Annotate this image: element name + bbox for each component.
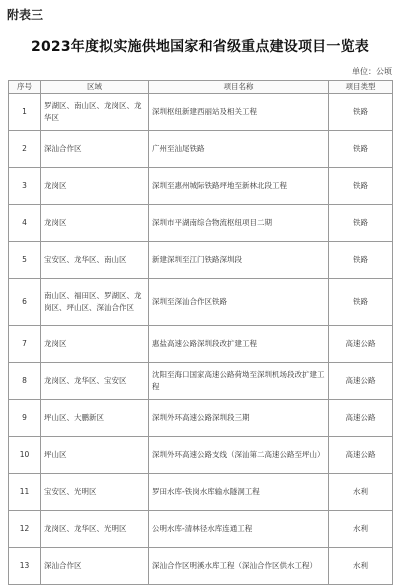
cell-type: 高速公路 — [329, 400, 393, 437]
cell-name: 广州至汕尾铁路 — [149, 131, 329, 168]
table-row — [9, 400, 393, 437]
cell-no: 9 — [9, 400, 41, 437]
cell-type: 高速公路 — [329, 363, 393, 400]
cell-no: 4 — [9, 205, 41, 242]
cell-area: 龙岗区 — [41, 205, 149, 242]
cell-type: 铁路 — [329, 94, 393, 131]
cell-type: 水利 — [329, 474, 393, 511]
table-row — [9, 279, 393, 326]
table-header-row — [9, 81, 393, 94]
cell-area: 坪山区、大鹏新区 — [41, 400, 149, 437]
table-row — [9, 131, 393, 168]
cell-type: 铁路 — [329, 242, 393, 279]
cell-no: 10 — [9, 437, 41, 474]
cell-type: 水利 — [329, 548, 393, 585]
table-row — [9, 205, 393, 242]
table-row — [9, 242, 393, 279]
header-area: 区域 — [41, 81, 149, 94]
cell-name: 新建深圳至江门铁路深圳段 — [149, 242, 329, 279]
cell-name: 惠盐高速公路深圳段改扩建工程 — [149, 326, 329, 363]
cell-no: 1 — [9, 94, 41, 131]
table-row — [9, 511, 393, 548]
cell-type: 水利 — [329, 511, 393, 548]
cell-no: 3 — [9, 168, 41, 205]
cell-no: 2 — [9, 131, 41, 168]
cell-name: 深圳市平湖南综合物流枢纽项目二期 — [149, 205, 329, 242]
cell-type: 铁路 — [329, 279, 393, 326]
table-row — [9, 437, 393, 474]
cell-no: 13 — [9, 548, 41, 585]
cell-name: 罗田水库-铁岗水库输水隧洞工程 — [149, 474, 329, 511]
table-row — [9, 168, 393, 205]
cell-name: 深汕合作区明溪水库工程（深汕合作区供水工程） — [149, 548, 329, 585]
cell-type: 铁路 — [329, 205, 393, 242]
header-name: 项目名称 — [149, 81, 329, 94]
cell-area: 南山区、福田区、罗湖区、龙岗区、坪山区、深汕合作区 — [41, 279, 149, 326]
cell-area: 深汕合作区 — [41, 548, 149, 585]
cell-no: 5 — [9, 242, 41, 279]
cell-type: 铁路 — [329, 168, 393, 205]
cell-no: 7 — [9, 326, 41, 363]
cell-name: 深圳枢纽新建西丽站及相关工程 — [149, 94, 329, 131]
cell-area: 宝安区、龙华区、南山区 — [41, 242, 149, 279]
page-title: 2023年度拟实施供地国家和省级重点建设项目一览表 — [31, 39, 369, 55]
cell-area: 宝安区、光明区 — [41, 474, 149, 511]
unit-label: 单位：公顷 — [352, 67, 392, 76]
cell-area: 龙岗区 — [41, 168, 149, 205]
cell-no: 12 — [9, 511, 41, 548]
cell-type: 铁路 — [329, 131, 393, 168]
cell-area: 龙岗区 — [41, 326, 149, 363]
header-no: 序号 — [9, 81, 41, 94]
table-row — [9, 548, 393, 585]
cell-type: 高速公路 — [329, 326, 393, 363]
cell-name: 沈阳至海口国家高速公路荷坳至深圳机场段改扩建工程 — [149, 363, 329, 400]
attachment-label: 附表三 — [7, 8, 44, 22]
cell-no: 6 — [9, 279, 41, 326]
cell-name: 深圳至深汕合作区铁路 — [149, 279, 329, 326]
cell-type: 高速公路 — [329, 437, 393, 474]
cell-name: 深圳至惠州城际铁路坪地至新林北段工程 — [149, 168, 329, 205]
table-row — [9, 326, 393, 363]
table-row — [9, 94, 393, 131]
cell-name: 深圳外环高速公路深圳段三期 — [149, 400, 329, 437]
cell-name: 公明水库-清林径水库连通工程 — [149, 511, 329, 548]
cell-no: 8 — [9, 363, 41, 400]
table-row — [9, 474, 393, 511]
cell-area: 龙岗区、龙华区、宝安区 — [41, 363, 149, 400]
header-type: 项目类型 — [329, 81, 393, 94]
cell-area: 坪山区 — [41, 437, 149, 474]
cell-no: 11 — [9, 474, 41, 511]
cell-name: 深圳外环高速公路支线（深汕第二高速公路至坪山） — [149, 437, 329, 474]
table-row — [9, 363, 393, 400]
cell-area: 深汕合作区 — [41, 131, 149, 168]
cell-area: 龙岗区、龙华区、光明区 — [41, 511, 149, 548]
cell-area: 罗湖区、南山区、龙岗区、龙华区 — [41, 94, 149, 131]
projects-table — [8, 80, 393, 585]
